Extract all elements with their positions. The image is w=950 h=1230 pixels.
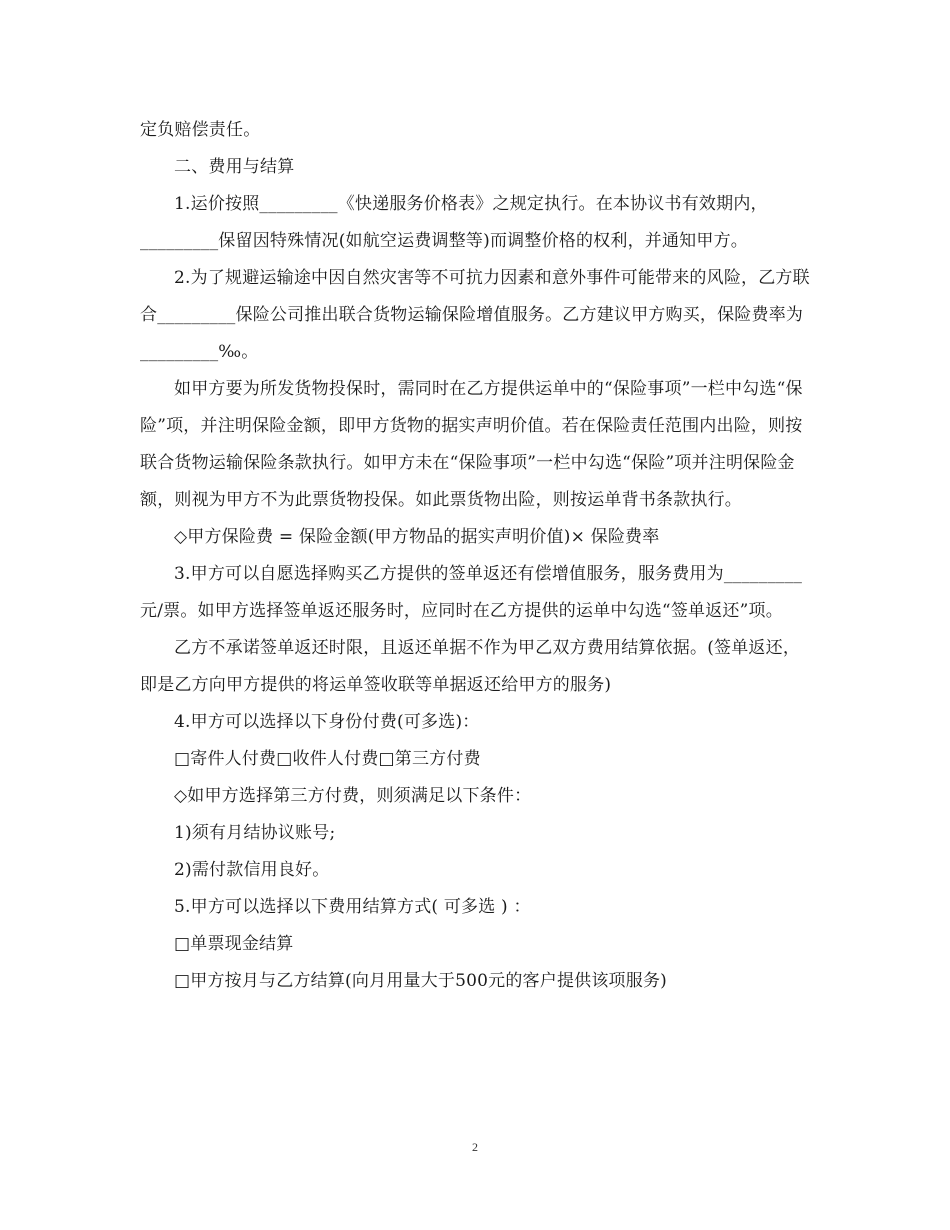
condition-2: 2)需付款信用良好。 <box>174 860 330 880</box>
page-number: 2 <box>472 1140 478 1154</box>
clause-4-payer-options: 4.甲方可以选择以下身份付费(可多选)： <box>174 712 480 732</box>
insurance-details-paragraph: 如甲方要为所发货物投保时，需同时在乙方提供运单中的“保险事项”一栏中勾选“保险”项，并注明保险金额，即甲方货物的据实声明价值。若在保险责任范围内出险，则按联合货物运输保险条款执行。如甲方未在“保险事项”一栏中勾选“保险”项并注明保险金额，则视为甲方不为此票货物投保。如此票货物出险，则按运单背书条款执行。 <box>140 379 803 510</box>
third-party-conditions-intro: ◇如甲方选择第三方付费，则须满足以下条件： <box>174 786 532 806</box>
settlement-option-monthly: □甲方按月与乙方结算(向月用量大于500元的客户提供该项服务) <box>174 971 667 991</box>
clause-2-insurance: 2.为了规避运输途中因自然灾害等不可抗力因素和意外事件可能带来的风险，乙方联合_________保险公司推出联合货物运输保险增值服务。乙方建议甲方购买，保险费率为_________‰。 <box>140 268 810 362</box>
clause-1-freight-rates: 1.运价按照_________《快递服务价格表》之规定执行。在本协议书有效期内，_________保留因特殊情况(如航空运费调整等)而调整价格的权利，并通知甲方。 <box>140 194 768 251</box>
settlement-option-cash: □单票现金结算 <box>174 934 294 954</box>
condition-1: 1)须有月结协议账号; <box>174 823 336 843</box>
clause-3-sign-return: 3.甲方可以自愿选择购买乙方提供的签单返还有偿增值服务，服务费用为_________元/票。如甲方选择签单返还服务时，应同时在乙方提供的运单中勾选“签单返还”项。 <box>140 564 803 621</box>
paragraph-continuation: 定负赔偿责任。 <box>140 120 261 140</box>
sign-return-note: 乙方不承诺签单返还时限，且返还单据不作为甲乙双方费用结算依据。(签单返还，即是乙方向甲方提供的将运单签收联等单据返还给甲方的服务) <box>140 638 801 695</box>
section-heading-fees-settlement: 二、费用与结算 <box>174 157 295 177</box>
clause-5-settlement-methods: 5.甲方可以选择以下费用结算方式( 可多选 ) ： <box>174 897 531 917</box>
document-body <box>140 112 812 1000</box>
insurance-fee-formula: ◇甲方保险费 = 保险金额(甲方物品的据实声明价值)× 保险费率 <box>174 527 660 547</box>
payer-checkbox-options: □寄件人付费□收件人付费□第三方付费 <box>174 749 481 769</box>
